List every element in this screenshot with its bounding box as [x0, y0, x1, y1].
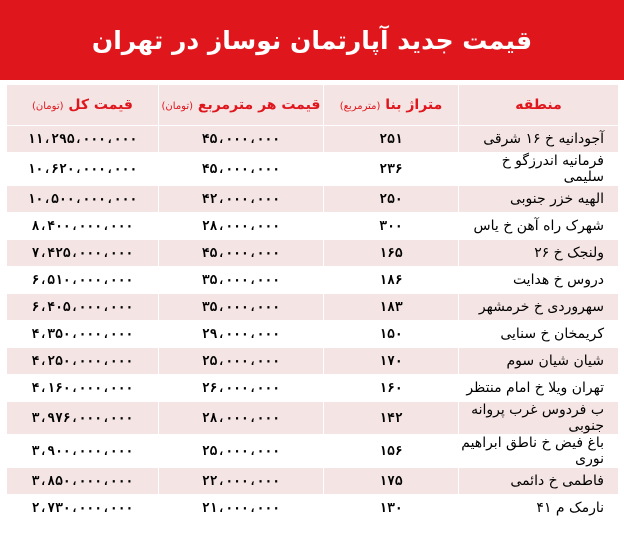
cell-area: ۲۵۱ — [324, 126, 459, 153]
table-row — [7, 402, 619, 435]
cell-price-per-m2: ۲۵،۰۰۰،۰۰۰ — [159, 435, 324, 468]
cell-price-per-m2: ۴۲،۰۰۰،۰۰۰ — [159, 186, 324, 213]
table-row — [7, 294, 619, 321]
cell-region: کریمخان خ سنایی — [459, 321, 619, 348]
cell-total-price: ۱۰،۶۲۰،۰۰۰،۰۰۰ — [7, 153, 159, 186]
cell-total-price: ۶،۴۰۵،۰۰۰،۰۰۰ — [7, 294, 159, 321]
cell-price-per-m2: ۲۸،۰۰۰،۰۰۰ — [159, 402, 324, 435]
table-row — [7, 213, 619, 240]
table-body — [7, 126, 619, 522]
cell-total-price: ۶،۵۱۰،۰۰۰،۰۰۰ — [7, 267, 159, 294]
table-row — [7, 267, 619, 294]
table-header-row — [7, 85, 619, 126]
cell-total-price: ۱۰،۵۰۰،۰۰۰،۰۰۰ — [7, 186, 159, 213]
column-header-region-label: منطقه — [515, 97, 562, 113]
cell-region: الهیه خزر جنوبی — [459, 186, 619, 213]
column-header-price-per-m2-unit: (تومان) — [161, 101, 194, 112]
cell-region: دروس خ هدایت — [459, 267, 619, 294]
cell-region: شهرک راه آهن خ یاس — [459, 213, 619, 240]
cell-area: ۲۳۶ — [324, 153, 459, 186]
table-row — [7, 375, 619, 402]
cell-total-price: ۳،۹۷۶،۰۰۰،۰۰۰ — [7, 402, 159, 435]
cell-region: تهران ویلا خ امام منتظر — [459, 375, 619, 402]
cell-price-per-m2: ۳۵،۰۰۰،۰۰۰ — [159, 294, 324, 321]
cell-total-price: ۳،۸۵۰،۰۰۰،۰۰۰ — [7, 468, 159, 495]
cell-total-price: ۲،۷۳۰،۰۰۰،۰۰۰ — [7, 495, 159, 522]
table-row — [7, 468, 619, 495]
cell-area: ۱۸۳ — [324, 294, 459, 321]
cell-area: ۱۶۵ — [324, 240, 459, 267]
page-title: قیمت جدید آپارتمان نوساز در تهران — [0, 0, 624, 80]
cell-area: ۳۰۰ — [324, 213, 459, 240]
column-header-area — [324, 85, 459, 126]
table-row — [7, 240, 619, 267]
cell-region: ب فردوس غرب پروانه جنوبی — [459, 402, 619, 435]
cell-area: ۱۷۵ — [324, 468, 459, 495]
cell-area: ۱۵۶ — [324, 435, 459, 468]
cell-total-price: ۳،۹۰۰،۰۰۰،۰۰۰ — [7, 435, 159, 468]
column-header-total-price-label: قیمت کل — [68, 97, 133, 113]
column-header-area-label: متراژ بنا — [385, 97, 443, 113]
cell-region: شیان شیان سوم — [459, 348, 619, 375]
cell-price-per-m2: ۲۲،۰۰۰،۰۰۰ — [159, 468, 324, 495]
cell-area: ۱۶۰ — [324, 375, 459, 402]
cell-region: فرمانیه اندرزگو خ سلیمی — [459, 153, 619, 186]
cell-price-per-m2: ۴۵،۰۰۰،۰۰۰ — [159, 126, 324, 153]
cell-price-per-m2: ۲۹،۰۰۰،۰۰۰ — [159, 321, 324, 348]
cell-region: نارمک م ۴۱ — [459, 495, 619, 522]
cell-total-price: ۱۱،۲۹۵،۰۰۰،۰۰۰ — [7, 126, 159, 153]
cell-region: ولنجک خ ۲۶ — [459, 240, 619, 267]
cell-price-per-m2: ۲۵،۰۰۰،۰۰۰ — [159, 348, 324, 375]
column-header-total-price — [7, 85, 159, 126]
cell-area: ۱۴۲ — [324, 402, 459, 435]
table-row — [7, 435, 619, 468]
cell-price-per-m2: ۲۸،۰۰۰،۰۰۰ — [159, 213, 324, 240]
cell-total-price: ۷،۴۲۵،۰۰۰،۰۰۰ — [7, 240, 159, 267]
column-header-price-per-m2 — [159, 85, 324, 126]
price-table — [6, 84, 619, 522]
cell-region: سهروردی خ خرمشهر — [459, 294, 619, 321]
cell-price-per-m2: ۳۵،۰۰۰،۰۰۰ — [159, 267, 324, 294]
column-header-total-price-unit: (تومان) — [32, 101, 64, 112]
cell-price-per-m2: ۲۱،۰۰۰،۰۰۰ — [159, 495, 324, 522]
table-row — [7, 153, 619, 186]
cell-area: ۲۵۰ — [324, 186, 459, 213]
cell-price-per-m2: ۴۵،۰۰۰،۰۰۰ — [159, 153, 324, 186]
cell-area: ۱۳۰ — [324, 495, 459, 522]
table-row — [7, 126, 619, 153]
cell-region: باغ فیض خ ناطق ابراهیم نوری — [459, 435, 619, 468]
cell-area: ۱۷۰ — [324, 348, 459, 375]
table-row — [7, 321, 619, 348]
table-row — [7, 186, 619, 213]
cell-region: آجودانیه خ ۱۶ شرقی — [459, 126, 619, 153]
cell-total-price: ۴،۱۶۰،۰۰۰،۰۰۰ — [7, 375, 159, 402]
cell-price-per-m2: ۴۵،۰۰۰،۰۰۰ — [159, 240, 324, 267]
column-header-area-unit: (مترمربع) — [339, 101, 381, 112]
column-header-region — [459, 85, 619, 126]
cell-price-per-m2: ۲۶،۰۰۰،۰۰۰ — [159, 375, 324, 402]
cell-area: ۱۸۶ — [324, 267, 459, 294]
cell-total-price: ۸،۴۰۰،۰۰۰،۰۰۰ — [7, 213, 159, 240]
cell-total-price: ۴،۳۵۰،۰۰۰،۰۰۰ — [7, 321, 159, 348]
cell-region: فاطمی خ دائمی — [459, 468, 619, 495]
table-row — [7, 495, 619, 522]
cell-area: ۱۵۰ — [324, 321, 459, 348]
column-header-price-per-m2-label: قیمت هر مترمربع — [197, 97, 321, 113]
cell-total-price: ۴،۲۵۰،۰۰۰،۰۰۰ — [7, 348, 159, 375]
table-row — [7, 348, 619, 375]
